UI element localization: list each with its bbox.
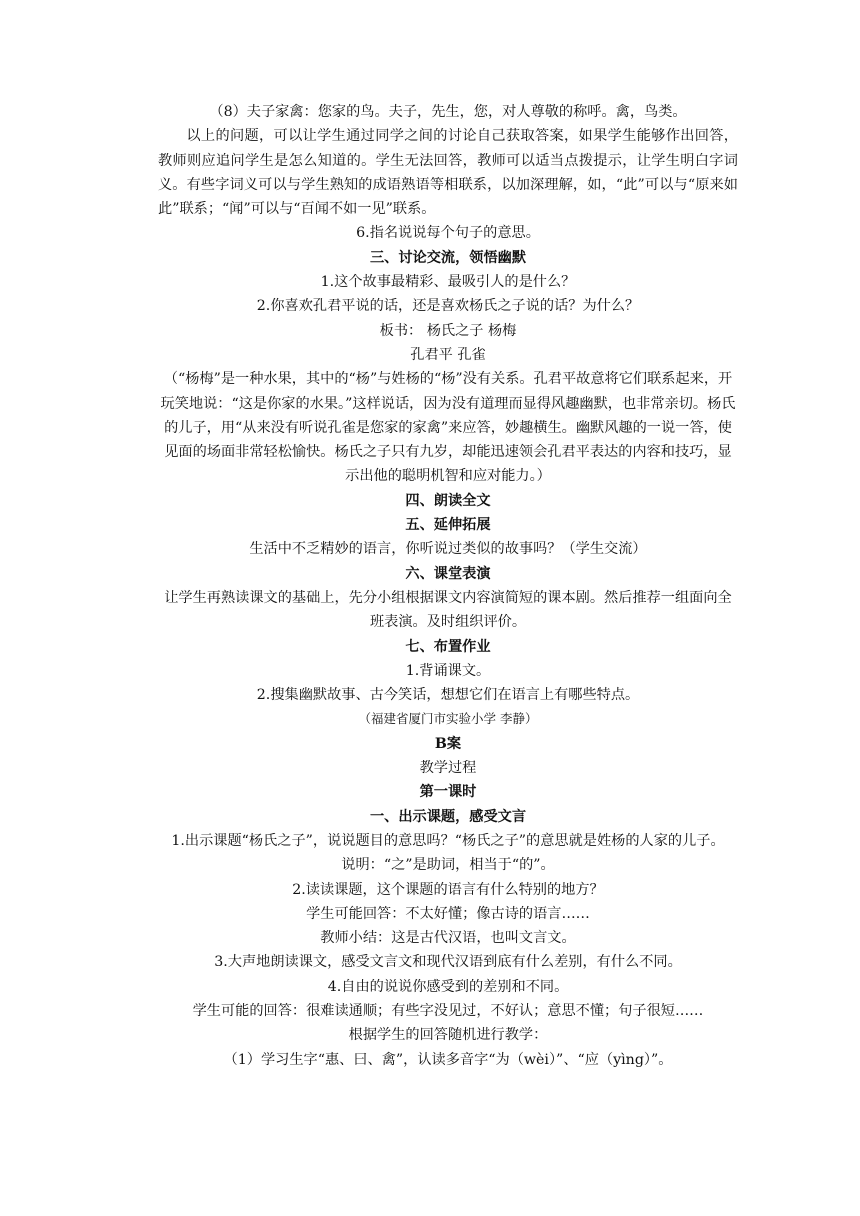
- paragraph: （“杨梅”是一种水果，其中的“杨”与姓杨的“杨”没有关系。孔君平故意将它们联系起来，开玩笑地说：“这是你家的水果。”这样说话，因为没有道理而显得风趣幽默，也非常亲切。杨氏的儿子，用“从来没有听说孔雀是您家的家禽”来应答，妙趣横生。幽默风趣的一说一答，使见面的场面非常轻松愉快。杨氏之子只有九岁，却能迅速领会孔君平表达的内容和技巧，显示出他的聪明机智和应对能力。）: [160, 371, 736, 485]
- step-line: 3.大声地朗读课文，感受文言文和现代汉语到底有什么差别，有什么不同。: [214, 954, 682, 971]
- blackboard-line: 孔君平 孔雀: [410, 346, 486, 363]
- blackboard-line: 板书： 杨氏之子 杨梅: [379, 322, 517, 339]
- section-heading: 七、布置作业: [405, 638, 491, 655]
- author-credit: （福建省厦门市实验小学 李静）: [358, 711, 538, 727]
- step-line: 1.出示课题“杨氏之子”，说说题目的意思吗？“杨氏之子”的意思就是姓杨的人家的儿子。: [171, 832, 725, 849]
- section-heading: 一、出示课题，感受文言: [369, 808, 527, 825]
- step-line: 4.自由的说说你感受到的差别和不同。: [327, 978, 569, 995]
- note-line: （8）夫子家禽：您家的鸟。夫子，先生，您，对人尊敬的称呼。禽，鸟类。: [209, 104, 687, 120]
- paragraph: 让学生再熟读课文的基础上，先分小组根据课文内容演简短的课本剧。然后推荐一组面向全班表演。及时组织评价。: [164, 589, 732, 631]
- subheading: 教学过程: [419, 760, 477, 777]
- document-body: [158, 100, 738, 1072]
- assignment-line: 1.背诵课文。: [405, 662, 491, 679]
- step-line: （1）学习生字“惠、曰、禽”，认读多音字“为（wèi）”、“应（yìng）”。: [223, 1051, 673, 1068]
- text-line: 学生可能回答：不太好懂；像古诗的语言……: [306, 905, 590, 922]
- step-line: 2.读读课题，这个课题的语言有什么特别的地方？: [292, 881, 604, 898]
- text-line: 学生可能的回答：很难读通顺；有些字没见过，不好认；意思不懂；句子很短……: [192, 1002, 704, 1019]
- section-heading: 六、课堂表演: [405, 565, 491, 582]
- assignment-line: 2.搜集幽默故事、古今笑话，想想它们在语言上有哪些特点。: [256, 687, 640, 704]
- text-line: 根据学生的回答随机进行教学：: [348, 1027, 548, 1044]
- step-line: 6.指名说说每个句子的意思。: [356, 225, 540, 242]
- lesson-heading: 第一课时: [419, 784, 477, 801]
- text-line: 教师小结：这是古代汉语，也叫文言文。: [320, 930, 576, 947]
- section-heading: 五、延伸拓展: [405, 517, 491, 534]
- note-line: 说明：“之”是助词，相当于“的”。: [341, 857, 555, 874]
- plan-heading: B案: [434, 735, 462, 752]
- section-heading: 四、朗读全文: [405, 492, 491, 509]
- question-line: 2.你喜欢孔君平说的话，还是喜欢杨氏之子说的话？为什么？: [256, 298, 640, 315]
- text-line: 生活中不乏精妙的语言，你听说过类似的故事吗？（学生交流）: [249, 541, 647, 558]
- question-line: 1.这个故事最精彩、最吸引人的是什么？: [320, 274, 576, 291]
- paragraph: 以上的问题，可以让学生通过同学之间的讨论自己获取答案，如果学生能够作出回答，教师则应追问学生是怎么知道的。学生无法回答，教师可以适当点拨提示，让学生明白字词义。有些字词义可以与学生熟知的成语熟语等相联系，以加深理解，如，“此”可以与“原来如此”联系；“闻”可以与“百闻不如一见”联系。: [158, 128, 738, 218]
- section-heading: 三、讨论交流，领悟幽默: [369, 249, 527, 266]
